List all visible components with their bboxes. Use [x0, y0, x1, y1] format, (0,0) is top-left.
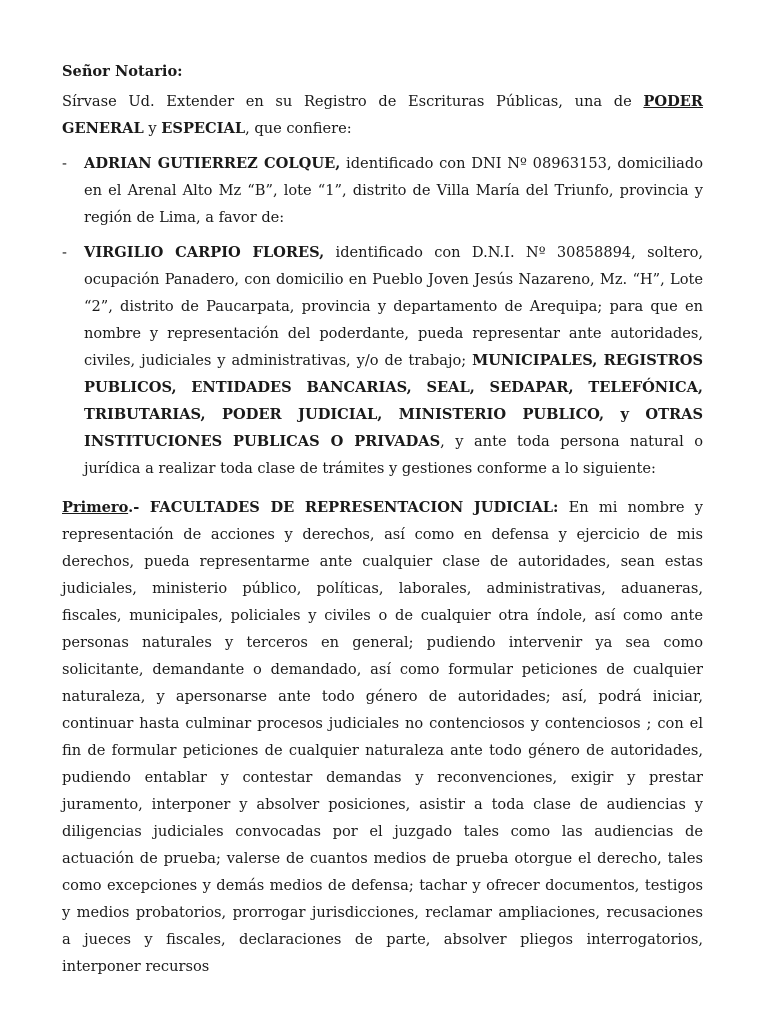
grantor-name: ADRIAN GUTIERREZ COLQUE, — [84, 155, 341, 172]
intro-text-4: , que confiere: — [245, 120, 352, 137]
clause-separator: .- — [128, 499, 140, 516]
first-clause-paragraph — [62, 494, 703, 980]
intro-text-1: Sírvase Ud. Extender en su Registro de Escrituras Públicas, una de — [62, 93, 644, 110]
clause-body: En mi nombre y representación de acciones y derechos, así como en defensa y ejercicio de mis derechos, pueda representarme ante cualquier clase de autoridades, sean estas judiciales, ministerio público, políticas, laborales, administrativas, aduaneras, fiscales, municipales, policiales y civiles o de cualquier otra índole, así como ante personas naturales y terceros en general; pudiendo intervenir ya sea como solicitante, demandante o demandado, así como formular peticiones de cualquier naturaleza, y apersonarse ante todo género de autoridades; así, podrá iniciar, continuar hasta culminar procesos judiciales no contenciosos y contenciosos ; con el fin de formular peticiones de cualquier naturaleza ante todo género de autoridades, pudiendo entablar y contestar demandas y reconvenciones, exigir y prestar juramento, interponer y absolver posiciones, asistir a toda clase de audiencias y diligencias judiciales convocadas por el juzgado tales como las audiencias de actuación de prueba; valerse de cuantos medios de prueba otorgue el derecho, tales como excepciones y demás medios de defensa; tachar y ofrecer documentos, testigos y medios probatorios, prorrogar jurisdicciones, reclamar ampliaciones, recusaciones a jueces y fiscales, declaraciones de parte, absolver pliegos interrogatorios, interponer recursos — [62, 499, 703, 975]
intro-bold-especial: ESPECIAL — [161, 120, 246, 137]
bullet-dash: - — [62, 155, 67, 172]
attorney-paragraph — [84, 239, 703, 482]
intro-bold-poder: PODER — [643, 93, 703, 110]
attorney-text-1: identificado con D.N.I. Nº 30858894, soltero, ocupación Panadero, con domicilio en Pueblo Joven Jesús Nazareno, Mz. “H”, Lote “2”, distrito de Paucarpata, provincia y departamento de Arequipa; para que en nombre y representación del poderdante, pueda representar ante autoridades, civiles, judiciales y administrativas, y/o de trabajo; — [84, 244, 703, 369]
clause-title: FACULTADES DE REPRESENTACION JUDICIAL: — [139, 499, 559, 516]
grantor-paragraph — [84, 150, 703, 231]
attorney-item — [62, 239, 703, 482]
grantor-item — [62, 150, 703, 231]
intro-paragraph — [62, 88, 703, 142]
salutation: Señor Notario: — [62, 63, 183, 80]
intro-text-3: y — [143, 120, 162, 137]
clause-label: Primero — [62, 499, 129, 516]
attorney-name: VIRGILIO CARPIO FLORES, — [84, 244, 325, 261]
attorney-text-2: , y ante toda persona natural o jurídica a realizar toda clase de trámites y gestiones conforme a lo siguiente: — [84, 433, 703, 477]
document-page — [62, 58, 703, 980]
bullet-dash: - — [62, 244, 67, 261]
intro-bold-general: GENERAL — [62, 120, 144, 137]
institutions-list: MUNICIPALES, REGISTROS PUBLICOS, ENTIDADES BANCARIAS, SEAL, SEDAPAR, TELEFÓNICA, TRIBUTARIAS, PODER JUDICIAL, MINISTERIO PUBLICO, y OTRAS INSTITUCIONES PUBLICAS O PRIVADAS — [84, 352, 703, 450]
grantor-text: identificado con DNI Nº 08963153, domiciliado en el Arenal Alto Mz “B”, lote “1”, distrito de Villa María del Triunfo, provincia y región de Lima, a favor de: — [84, 155, 703, 226]
